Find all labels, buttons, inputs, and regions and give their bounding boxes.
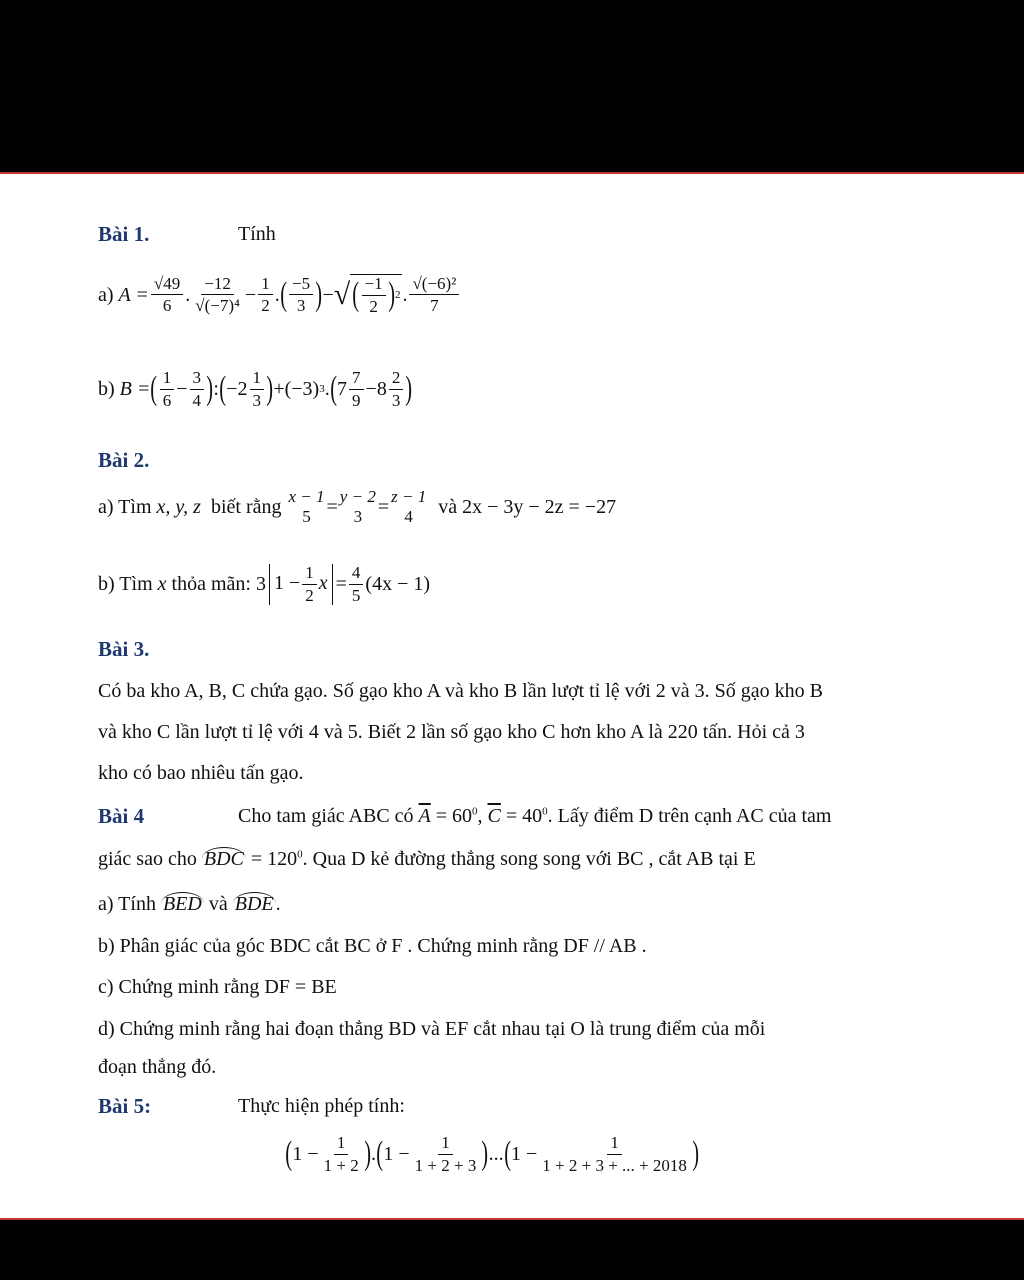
fraction: x − 1 5 — [288, 487, 325, 526]
fraction: $\frac{\text{√(−6)²}}{7}$ — [409, 275, 459, 316]
bai5-formula: ( 1 − $\frac{1}{1 + 2}$ ) . ( 1 − $\frac{1}{1 + 2 + 3}$ ) ... ( 1 − $\frac{1}{1 + 2 + 3 + ... + 2018}$ ) — [285, 1133, 699, 1175]
bai4-c: c) Chứng minh rằng DF = BE — [98, 976, 337, 998]
bai3-heading-line — [98, 639, 149, 660]
bai2-b-formula: b) Tìm x thỏa mãn: 3 1 − $\frac{1}{2}$ x = $\frac{4}{5}$ (4x − 1) — [98, 563, 431, 605]
fraction: $\frac{7}{9}$ — [349, 369, 364, 410]
bai3-line2: và kho C lần lượt tỉ lệ với 4 và 5. Biết 2 lần số gạo kho C hơn kho A là 220 tấn. Hỏi cả 3 — [98, 721, 805, 743]
fraction: $\frac{1}{1 + 2 + 3}$ — [414, 1133, 477, 1175]
bai4-d-line2: đoạn thẳng đó. — [98, 1056, 217, 1078]
bai1-b-formula: b) B = ( $\frac{1}{6}$ − $\frac{3}{4}$ ) : ( −2 $\frac{1}{3}$ ) +(−3) 3 . ( 7 $\frac{7}{9}$ −8 $\frac{2}{3}$ ) — [98, 368, 413, 410]
bai4-line2: giác sao cho BDC = $120^0$. Qua D kẻ đường thẳng song song với BC , cắt AB tại E — [98, 848, 756, 870]
fraction: $\frac{√49}{6}$ — [151, 275, 183, 316]
bai3-line3: kho có bao nhiêu tấn gạo. — [98, 762, 304, 784]
bai4-heading: Bài 4 — [98, 804, 145, 828]
fraction: $\frac{1}{2}$ — [258, 275, 273, 316]
fraction: $\frac{1}{6}$ — [160, 369, 175, 410]
fraction: $\frac{4}{5}$ — [349, 564, 364, 605]
fraction: $\frac{1}{2}$ — [302, 564, 317, 605]
fraction: $\frac{1}{3}$ — [250, 369, 265, 410]
fraction: y − 2 3 — [339, 487, 376, 526]
bai4-heading-line — [98, 804, 832, 828]
fraction: z − 1 4 — [391, 487, 427, 526]
fraction: $\frac{3}{4}$ — [190, 369, 205, 410]
fraction: $\frac{1}{1 + 2}$ — [323, 1133, 359, 1175]
bai2-a-formula: a) Tìm x, y, z biết rằng x − 1 5 = y − 2 3 = z − 1 4 và 2x − 3y − 2z = −27 — [98, 487, 617, 526]
bai5-instruction: Thực hiện phép tính: — [238, 1095, 405, 1117]
bai3-line1: Có ba kho A, B, C chứa gạo. Số gạo kho A và kho B lần lượt tỉ lệ với 2 và 3. Số gạo kho B — [98, 680, 824, 702]
bai1-instruction: Tính — [238, 223, 276, 245]
bai4-a: a) Tính BED và BDE . — [98, 893, 281, 915]
bai4-intro: Cho tam giác ABC có $\overline{A} = 60^0$, $\overline{C} = 40^0$. Lấy điểm D trên cạnh AC của tam — [238, 805, 832, 827]
bai4-d-line1: d) Chứng minh rằng hai đoạn thẳng BD và EF cắt nhau tại O là trung điểm của mỗi — [98, 1018, 766, 1040]
bai4-b: b) Phân giác của góc BDC cắt BC ở F . Chứng minh rằng DF // AB . — [98, 935, 647, 957]
bai5-heading: Bài 5: — [98, 1094, 152, 1118]
bai1-heading: Bài 1. — [98, 222, 150, 246]
bai1-heading-line — [98, 222, 276, 246]
bai5-heading-line — [98, 1094, 405, 1118]
fraction: $\frac{-12}{\text{√(−7)⁴}}$ — [195, 273, 240, 316]
bai2-heading-line — [98, 450, 149, 471]
fraction: $\frac{-1}{2}$ — [362, 275, 386, 316]
fraction: $\frac{1}{1 + 2 + 3 + ... + 2018}$ — [542, 1133, 687, 1175]
bai2-heading: Bài 2. — [98, 448, 150, 472]
bai1-a-formula: a) A = $\frac{√49}{6}$ . $\frac{-12}{\text{√(−7)⁴}}$ − $\frac{1}{2}$ . ( $\frac{-5}{3}$ ) − √ ( $\frac{-1}{2}$ ) 2 . $\frac{\text{√(−6)²}}{7}$ — [98, 274, 461, 316]
bai3-heading: Bài 3. — [98, 637, 150, 661]
fraction: $\frac{-5}{3}$ — [289, 275, 313, 316]
document-page — [0, 172, 1024, 1220]
fraction: $\frac{2}{3}$ — [389, 369, 404, 410]
